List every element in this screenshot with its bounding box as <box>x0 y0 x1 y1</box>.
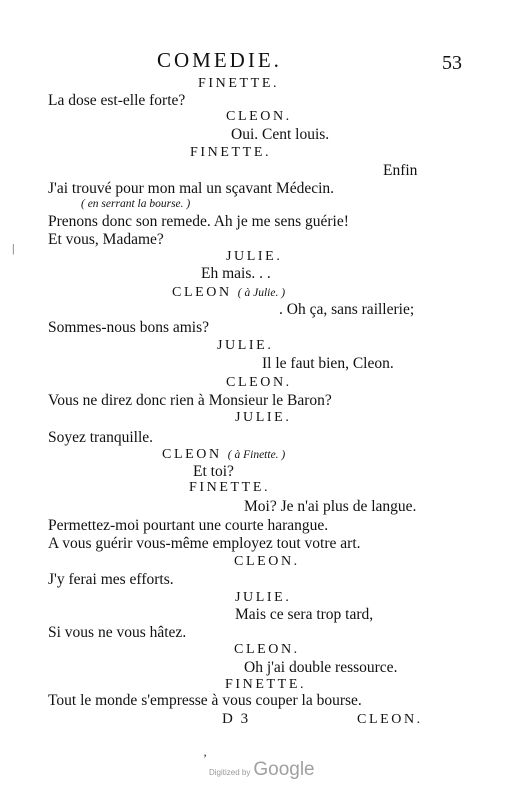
verse-line: A vous guérir vous-même employez tout votre art. <box>48 535 361 552</box>
verse-line: Enfin <box>383 162 418 179</box>
stage-direction: ( en serrant la bourse. ) <box>81 198 191 210</box>
verse-line: Moi? Je n'ai plus de langue. <box>244 498 417 515</box>
verse-line: Et vous, Madame? <box>48 231 164 248</box>
speaker-julie: JULIE. <box>235 590 292 605</box>
verse-line: Oui. Cent louis. <box>231 126 330 143</box>
running-title: COMEDIE. <box>157 48 282 72</box>
speaker-cleon: CLEON. <box>234 642 300 657</box>
verse-line: Vous ne direz donc rien à Monsieur le Baron? <box>48 392 332 409</box>
page-number: 53 <box>442 52 462 74</box>
catchword: CLEON. <box>357 712 423 727</box>
watermark-prefix: Digitized by <box>209 768 251 777</box>
speaker-cleon: CLEON. <box>226 109 292 124</box>
verse-line: Prenons donc son remede. Ah je me sens guérie! <box>48 213 349 230</box>
verse-line: Tout le monde s'empresse à vous couper la bourse. <box>48 692 362 709</box>
stray-mark: | <box>12 241 15 255</box>
speaker-julie: JULIE. <box>235 410 292 425</box>
speaker-finette: FINETTE. <box>225 677 307 692</box>
speaker-julie: JULIE. <box>217 338 274 353</box>
speaker-finette: FINETTE. <box>198 76 280 91</box>
stray-mark: ’ <box>203 751 207 765</box>
speaker-cleon-with-stage <box>162 448 285 462</box>
stage-direction: ( à Finette. ) <box>227 449 286 461</box>
verse-line: J'ai trouvé pour mon mal un sçavant Médecin. <box>48 180 335 197</box>
verse-line: Sommes-nous bons amis? <box>48 319 210 336</box>
speaker-cleon: CLEON. <box>226 375 292 390</box>
verse-line: . Oh ça, sans raillerie; <box>279 301 415 318</box>
speaker-finette: FINETTE. <box>190 145 272 160</box>
signature-mark: D 3 <box>222 711 251 727</box>
verse-line: Et toi? <box>193 463 234 480</box>
verse-line: Permettez-moi pourtant une courte harangue. <box>48 517 329 534</box>
verse-line: Oh j'ai double ressource. <box>244 659 398 676</box>
speaker-cleon-with-stage <box>172 286 285 300</box>
verse-line: Eh mais. . . <box>201 265 271 282</box>
google-logo: Google <box>253 759 315 780</box>
verse-line: J'y ferai mes efforts. <box>48 571 174 588</box>
verse-line: Soyez tranquille. <box>48 429 154 446</box>
speaker-cleon: CLEON. <box>234 554 300 569</box>
verse-line: La dose est-elle forte? <box>48 92 186 109</box>
speaker-julie: JULIE. <box>226 249 283 264</box>
verse-line: Mais ce sera trop tard, <box>235 606 374 623</box>
verse-line: Si vous ne vous hâtez. <box>48 624 187 641</box>
digitized-watermark <box>209 760 315 779</box>
speaker-name: CLEON <box>162 447 222 462</box>
verse-line: Il le faut bien, Cleon. <box>262 355 394 372</box>
speaker-finette: FINETTE. <box>189 480 271 495</box>
stage-direction: ( à Julie. ) <box>237 287 286 299</box>
speaker-name: CLEON <box>172 285 232 300</box>
